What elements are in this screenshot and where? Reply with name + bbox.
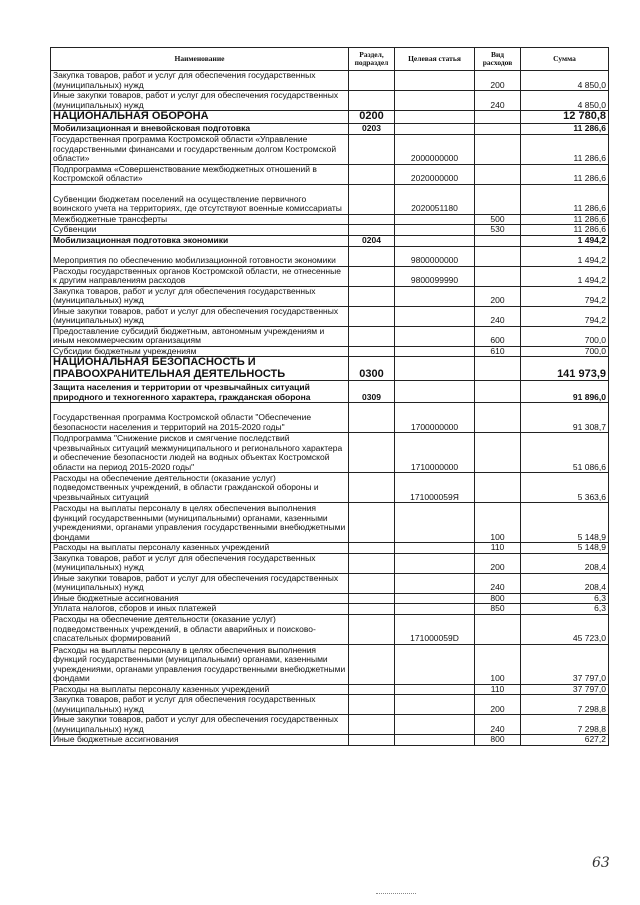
table-row: [51, 346, 609, 357]
cell-section: 0309: [349, 381, 395, 403]
table-row: [51, 695, 609, 715]
cell-section: [349, 735, 395, 746]
cell-name: Иные закупки товаров, работ и услуг для обеспечения государственных (муниципальных) нужд: [51, 91, 349, 111]
table-row: [51, 326, 609, 346]
table-row: [51, 91, 609, 111]
table-row: [51, 573, 609, 593]
cell-section: [349, 543, 395, 554]
cell-section: [349, 593, 395, 604]
cell-sum: 208,4: [521, 573, 609, 593]
cell-sum: 4 850,0: [521, 71, 609, 91]
table-row: [51, 111, 609, 124]
cell-sum: 700,0: [521, 326, 609, 346]
table-row: [51, 543, 609, 554]
budget-sheet: [50, 47, 609, 746]
cell-type: 240: [475, 573, 521, 593]
cell-article: [395, 91, 475, 111]
cell-sum: 51 086,6: [521, 433, 609, 473]
cell-section: [349, 326, 395, 346]
cell-type: 610: [475, 346, 521, 357]
cell-section: [349, 684, 395, 695]
cell-type: 200: [475, 71, 521, 91]
cell-sum: 4 850,0: [521, 91, 609, 111]
page-number: 63: [592, 855, 610, 871]
cell-sum: 1 494,2: [521, 266, 609, 286]
table-row: [51, 164, 609, 184]
cell-section: [349, 403, 395, 433]
header-type: Вид расходов: [475, 48, 521, 71]
cell-sum: 11 286,6: [521, 134, 609, 164]
table-row: [51, 286, 609, 306]
cell-sum: 1 494,2: [521, 235, 609, 246]
cell-article: [395, 123, 475, 134]
cell-type: [475, 164, 521, 184]
cell-article: [395, 553, 475, 573]
cell-section: 0204: [349, 235, 395, 246]
cell-article: [395, 381, 475, 403]
cell-section: [349, 71, 395, 91]
cell-sum: 91 896,0: [521, 381, 609, 403]
cell-name: Предоставление субсидий бюджетным, автономным учреждениям и иным некоммерческим организациям: [51, 326, 349, 346]
table-row: [51, 184, 609, 214]
cell-article: 2020051180: [395, 184, 475, 214]
cell-sum: 11 286,6: [521, 184, 609, 214]
table-row: [51, 735, 609, 746]
cell-sum: 11 286,6: [521, 225, 609, 236]
cell-article: [395, 71, 475, 91]
cell-name: Уплата налогов, сборов и иных платежей: [51, 604, 349, 615]
cell-section: [349, 266, 395, 286]
budget-table: [50, 47, 609, 746]
cell-article: [395, 644, 475, 684]
cell-sum: 1 494,2: [521, 246, 609, 266]
cell-section: [349, 695, 395, 715]
header-sum: Сумма: [521, 48, 609, 71]
cell-article: [395, 357, 475, 381]
cell-article: [395, 111, 475, 124]
header-section: Раздел, подраздел: [349, 48, 395, 71]
cell-sum: 5 148,9: [521, 543, 609, 554]
table-row: [51, 71, 609, 91]
cell-section: [349, 604, 395, 615]
cell-sum: 6,3: [521, 593, 609, 604]
table-row: [51, 381, 609, 403]
cell-type: [475, 357, 521, 381]
cell-type: [475, 403, 521, 433]
cell-name: Иные бюджетные ассигнования: [51, 593, 349, 604]
cell-name: Подпрограмма "Снижение рисков и смягчение последствий чрезвычайных ситуаций межмуниципального и регионального характера и обеспечение безопасности людей на водных объектах Костромской области на период 2015-2020 годы": [51, 433, 349, 473]
cell-section: [349, 246, 395, 266]
cell-article: [395, 225, 475, 236]
cell-name: НАЦИОНАЛЬНАЯ БЕЗОПАСНОСТЬ И ПРАВООХРАНИТЕЛЬНАЯ ДЕЯТЕЛЬНОСТЬ: [51, 357, 349, 381]
cell-name: Государственная программа Костромской области "Обеспечение безопасности населения и территорий на 2015-2020 годы": [51, 403, 349, 433]
cell-section: [349, 134, 395, 164]
cell-type: [475, 235, 521, 246]
cell-sum: 45 723,0: [521, 614, 609, 644]
cell-name: Субсидии бюджетным учреждениям: [51, 346, 349, 357]
cell-sum: 37 797,0: [521, 644, 609, 684]
table-row: [51, 644, 609, 684]
cell-sum: 5 148,9: [521, 503, 609, 543]
cell-name: Расходы на выплаты персоналу в целях обеспечения выполнения функций государственными (муниципальными) органами, казенными учреждениями, органами управления государственными внебюджетными фондами: [51, 644, 349, 684]
cell-name: Расходы на обеспечение деятельности (оказание услуг) подведомственных учреждений, в области аварийных и поисково-спасательных формирований: [51, 614, 349, 644]
cell-type: [475, 134, 521, 164]
cell-type: [475, 433, 521, 473]
table-row: [51, 433, 609, 473]
cell-article: [395, 503, 475, 543]
cell-type: 240: [475, 91, 521, 111]
cell-name: Закупка товаров, работ и услуг для обеспечения государственных (муниципальных) нужд: [51, 695, 349, 715]
cell-type: [475, 111, 521, 124]
cell-sum: 37 797,0: [521, 684, 609, 695]
cell-sum: 7 298,8: [521, 715, 609, 735]
cell-sum: 627,2: [521, 735, 609, 746]
cell-name: Закупка товаров, работ и услуг для обеспечения государственных (муниципальных) нужд: [51, 553, 349, 573]
cell-type: 200: [475, 286, 521, 306]
cell-sum: 208,4: [521, 553, 609, 573]
cell-section: [349, 91, 395, 111]
cell-type: 240: [475, 715, 521, 735]
table-row: [51, 266, 609, 286]
cell-article: [395, 306, 475, 326]
cell-article: [395, 735, 475, 746]
cell-type: [475, 246, 521, 266]
cell-article: 1700000000: [395, 403, 475, 433]
cell-section: 0200: [349, 111, 395, 124]
table-row: [51, 306, 609, 326]
footer-rule: [376, 893, 416, 894]
cell-sum: 12 780,8: [521, 111, 609, 124]
cell-name: Субвенции: [51, 225, 349, 236]
cell-name: Иные бюджетные ассигнования: [51, 735, 349, 746]
cell-type: 500: [475, 214, 521, 225]
cell-article: 1710000000: [395, 433, 475, 473]
table-row: [51, 246, 609, 266]
cell-name: Иные закупки товаров, работ и услуг для обеспечения государственных (муниципальных) нужд: [51, 573, 349, 593]
cell-type: 800: [475, 735, 521, 746]
cell-type: 850: [475, 604, 521, 615]
cell-section: [349, 644, 395, 684]
table-row: [51, 604, 609, 615]
header-article: Целевая статья: [395, 48, 475, 71]
cell-section: [349, 573, 395, 593]
cell-sum: 5 363,6: [521, 473, 609, 503]
cell-sum: 7 298,8: [521, 695, 609, 715]
cell-article: [395, 715, 475, 735]
cell-article: [395, 346, 475, 357]
cell-type: [475, 473, 521, 503]
table-row: [51, 403, 609, 433]
cell-section: [349, 214, 395, 225]
cell-section: [349, 614, 395, 644]
cell-section: [349, 184, 395, 214]
cell-sum: 6,3: [521, 604, 609, 615]
cell-sum: 141 973,9: [521, 357, 609, 381]
cell-section: [349, 473, 395, 503]
cell-name: Субвенции бюджетам поселений на осуществление первичного воинского учета на территориях, где отсутствуют военные комиссариаты: [51, 184, 349, 214]
table-row: [51, 235, 609, 246]
cell-article: 2000000000: [395, 134, 475, 164]
cell-article: [395, 684, 475, 695]
cell-article: 9800099990: [395, 266, 475, 286]
cell-sum: 11 286,6: [521, 164, 609, 184]
cell-section: [349, 553, 395, 573]
cell-name: Расходы на выплаты персоналу казенных учреждений: [51, 543, 349, 554]
cell-section: [349, 346, 395, 357]
cell-article: 9800000000: [395, 246, 475, 266]
table-row: [51, 214, 609, 225]
cell-name: Расходы государственных органов Костромской области, не отнесенные к другим направлениям расходов: [51, 266, 349, 286]
cell-section: 0203: [349, 123, 395, 134]
table-row: [51, 225, 609, 236]
cell-type: 100: [475, 644, 521, 684]
cell-name: Подпрограмма «Совершенствование межбюджетных отношений в Костромской области»: [51, 164, 349, 184]
cell-name: Мероприятия по обеспечению мобилизационной готовности экономики: [51, 246, 349, 266]
cell-article: [395, 235, 475, 246]
cell-section: 0300: [349, 357, 395, 381]
cell-section: [349, 503, 395, 543]
cell-type: 240: [475, 306, 521, 326]
cell-name: Государственная программа Костромской области «Управление государственными финансами и государственным долгом Костромской области»: [51, 134, 349, 164]
table-row: [51, 715, 609, 735]
table-row: [51, 134, 609, 164]
cell-section: [349, 433, 395, 473]
cell-name: Мобилизационная подготовка экономики: [51, 235, 349, 246]
table-row: [51, 684, 609, 695]
cell-type: [475, 614, 521, 644]
cell-article: [395, 543, 475, 554]
cell-article: 171000059Я: [395, 473, 475, 503]
cell-name: Мобилизационная и вневойсковая подготовка: [51, 123, 349, 134]
cell-article: 171000059D: [395, 614, 475, 644]
cell-article: [395, 214, 475, 225]
cell-name: Закупка товаров, работ и услуг для обеспечения государственных (муниципальных) нужд: [51, 286, 349, 306]
cell-type: 200: [475, 553, 521, 573]
cell-section: [349, 225, 395, 236]
cell-type: 110: [475, 684, 521, 695]
cell-section: [349, 715, 395, 735]
table-row: [51, 614, 609, 644]
cell-type: [475, 123, 521, 134]
cell-name: Защита населения и территории от чрезвычайных ситуаций природного и техногенного характера, гражданская оборона: [51, 381, 349, 403]
cell-section: [349, 306, 395, 326]
cell-name: Межбюджетные трансферты: [51, 214, 349, 225]
cell-type: 100: [475, 503, 521, 543]
cell-article: [395, 573, 475, 593]
cell-sum: 11 286,6: [521, 123, 609, 134]
cell-sum: 11 286,6: [521, 214, 609, 225]
table-row: [51, 553, 609, 573]
cell-sum: 91 308,7: [521, 403, 609, 433]
cell-type: 600: [475, 326, 521, 346]
table-row: [51, 123, 609, 134]
cell-article: [395, 326, 475, 346]
table-body: [51, 71, 609, 746]
cell-article: [395, 695, 475, 715]
cell-article: [395, 604, 475, 615]
table-row: [51, 473, 609, 503]
cell-section: [349, 164, 395, 184]
cell-name: Расходы на обеспечение деятельности (оказание услуг) подведомственных учреждений, в области гражданской обороны и чрезвычайных ситуаций: [51, 473, 349, 503]
cell-type: [475, 266, 521, 286]
table-header-row: [51, 48, 609, 71]
cell-name: Расходы на выплаты персоналу в целях обеспечения выполнения функций государственными (муниципальными) органами, казенными учреждениями, органами управления государственными внебюджетными фондами: [51, 503, 349, 543]
table-row: [51, 503, 609, 543]
cell-article: [395, 286, 475, 306]
cell-type: [475, 381, 521, 403]
table-row: [51, 593, 609, 604]
cell-name: Иные закупки товаров, работ и услуг для обеспечения государственных (муниципальных) нужд: [51, 715, 349, 735]
cell-name: НАЦИОНАЛЬНАЯ ОБОРОНА: [51, 111, 349, 124]
cell-article: 2020000000: [395, 164, 475, 184]
cell-sum: 700,0: [521, 346, 609, 357]
cell-type: 530: [475, 225, 521, 236]
cell-article: [395, 593, 475, 604]
cell-sum: 794,2: [521, 286, 609, 306]
cell-type: 200: [475, 695, 521, 715]
cell-name: Закупка товаров, работ и услуг для обеспечения государственных (муниципальных) нужд: [51, 71, 349, 91]
table-row: [51, 357, 609, 381]
cell-type: [475, 184, 521, 214]
cell-section: [349, 286, 395, 306]
cell-sum: 794,2: [521, 306, 609, 326]
header-name: Наименование: [51, 48, 349, 71]
cell-type: 800: [475, 593, 521, 604]
cell-type: 110: [475, 543, 521, 554]
cell-name: Расходы на выплаты персоналу казенных учреждений: [51, 684, 349, 695]
cell-name: Иные закупки товаров, работ и услуг для обеспечения государственных (муниципальных) нужд: [51, 306, 349, 326]
